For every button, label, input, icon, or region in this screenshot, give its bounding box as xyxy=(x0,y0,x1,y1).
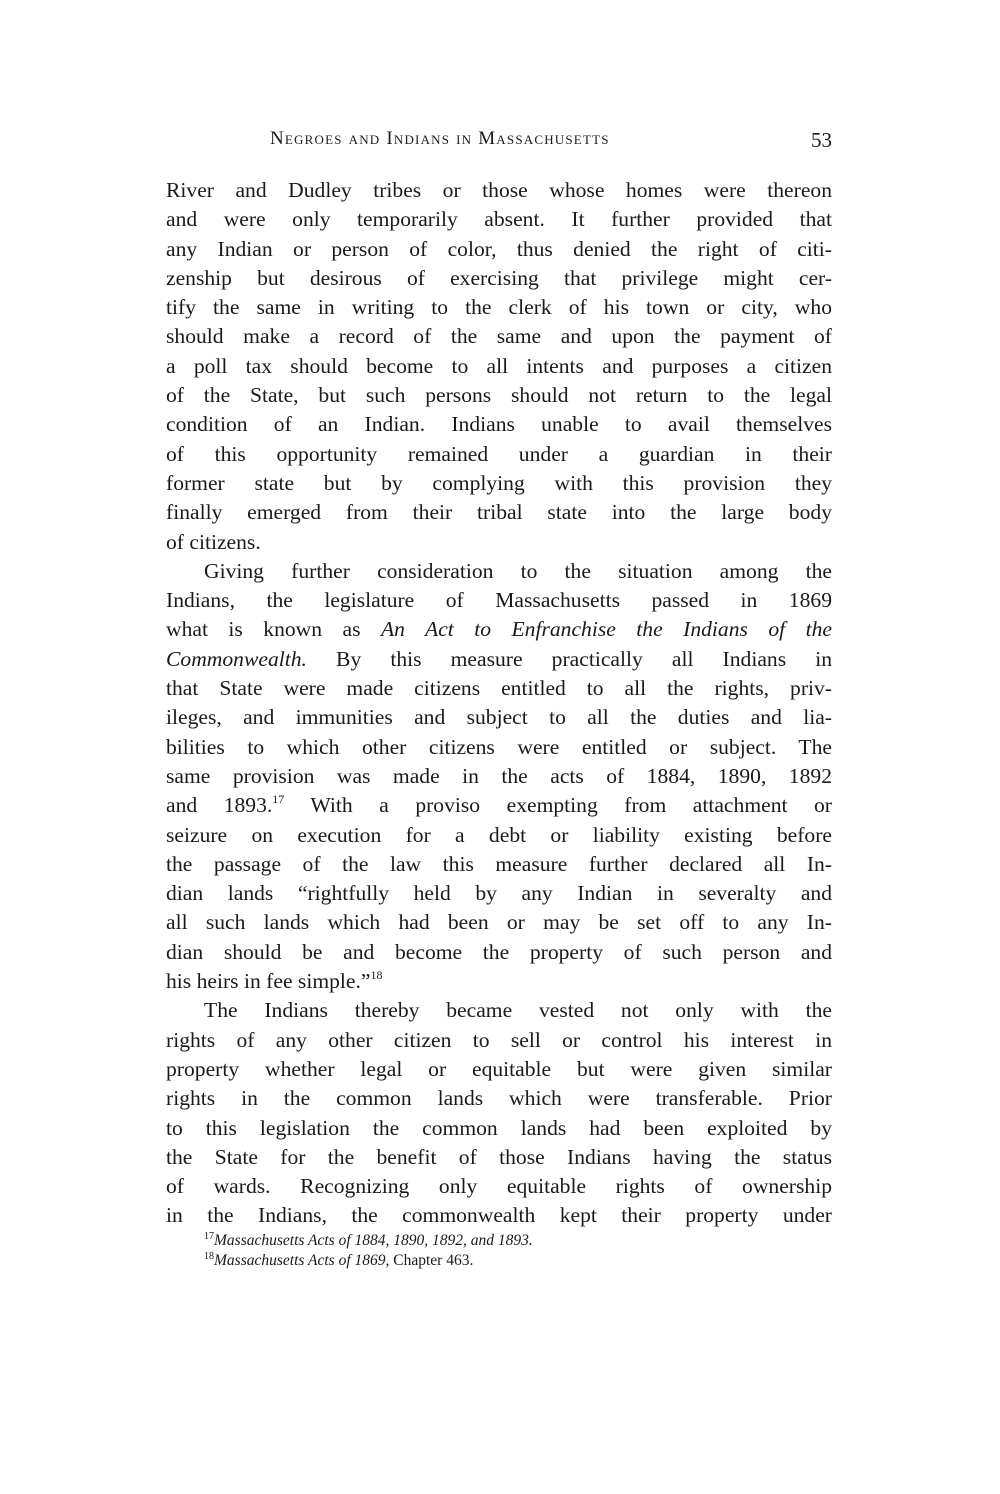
text-line-with-title xyxy=(166,645,832,674)
text-line: tify the same in writing to the clerk of his town or city, who xyxy=(166,295,832,320)
text-fragment: and 1893. xyxy=(166,793,273,818)
text-line: the passage of the law this measure further declared all In- xyxy=(166,851,832,876)
footnotes xyxy=(204,1231,832,1271)
text-line: Giving further consideration to the situation among the xyxy=(204,558,832,583)
text-fragment: With a proviso exempting from attachment or xyxy=(284,793,832,818)
text-line: ileges, and immunities and subject to all the duties and lia- xyxy=(166,705,832,730)
footnote-ref-18[interactable]: 18 xyxy=(370,968,383,983)
text-line: Indians, the legislature of Massachusetts passed in 1869 xyxy=(166,588,832,613)
act-title-continued: Commonwealth. xyxy=(166,646,307,671)
text-line: of wards. Recognizing only equitable rights of ownership xyxy=(166,1174,832,1199)
footnote-17 xyxy=(204,1231,832,1251)
text-line: the State for the benefit of those Indians having the status xyxy=(166,1144,832,1169)
text-fragment: what is known as xyxy=(166,617,381,642)
text-line: The Indians thereby became vested not only with the xyxy=(204,998,832,1023)
footnote-ref-17[interactable]: 17 xyxy=(272,792,285,807)
text-line: to this legislation the common lands had been exploited by xyxy=(166,1115,832,1140)
text-line-with-footnote xyxy=(166,967,832,996)
footnote-citation: Massachusetts Acts of 1884, 1890, 1892, and 1893. xyxy=(214,1232,533,1249)
text-line: finally emerged from their tribal state into the large body xyxy=(166,500,832,525)
footnote-citation: Massachusetts Acts of 1869, xyxy=(214,1252,390,1269)
text-line: any Indian or person of color, thus denied the right of citi- xyxy=(166,236,832,261)
text-fragment: By this measure practically all Indians in xyxy=(306,646,832,671)
text-line: same provision was made in the acts of 1884, 1890, 1892 xyxy=(166,763,832,788)
running-title: Negroes and Indians in Massachusetts xyxy=(270,128,610,149)
text-line: a poll tax should become to all intents and purposes a citizen xyxy=(166,353,832,378)
text-line: rights in the common lands which were transferable. Prior xyxy=(166,1086,832,1111)
text-line: dian should be and become the property of such person and xyxy=(166,939,832,964)
text-line: and were only temporarily absent. It further provided that xyxy=(166,207,832,232)
body-text xyxy=(166,176,832,1231)
page-number: 53 xyxy=(811,128,832,152)
running-head xyxy=(166,128,832,158)
text-line: property whether legal or equitable but were given similar xyxy=(166,1056,832,1081)
text-line-with-title xyxy=(166,615,832,644)
text-line: that State were made citizens entitled to all the rights, priv- xyxy=(166,676,832,701)
text-line: bilities to which other citizens were entitled or subject. The xyxy=(166,734,832,759)
footnote-18 xyxy=(204,1251,832,1271)
text-line: zenship but desirous of exercising that privilege might cer- xyxy=(166,265,832,290)
text-line: of citizens. xyxy=(166,529,261,554)
text-line: should make a record of the same and upon the payment of xyxy=(166,324,832,349)
text-line: in the Indians, the commonwealth kept their property under xyxy=(166,1203,832,1228)
footnote-number: 18 xyxy=(204,1251,214,1262)
text-line: seizure on execution for a debt or liability existing before xyxy=(166,822,832,847)
footnote-text: Chapter 463. xyxy=(389,1252,474,1269)
text-line: River and Dudley tribes or those whose homes were thereon xyxy=(166,178,832,202)
text-line: condition of an Indian. Indians unable to avail themselves xyxy=(166,412,832,437)
act-title: An Act to Enfranchise the Indians of the xyxy=(380,617,832,642)
text-line: all such lands which had been or may be set off to any In- xyxy=(166,910,832,935)
text-line: dian lands “rightfully held by any Indian in severalty and xyxy=(166,881,832,906)
text-line: of the State, but such persons should not return to the legal xyxy=(166,383,832,408)
footnote-number: 17 xyxy=(204,1231,214,1242)
text-line-with-footnote xyxy=(166,791,832,820)
text-line: former state but by complying with this provision they xyxy=(166,470,832,495)
text-fragment: his heirs in fee simple.” xyxy=(166,969,371,994)
text-line: rights of any other citizen to sell or control his interest in xyxy=(166,1027,832,1052)
text-line: of this opportunity remained under a guardian in their xyxy=(166,441,832,466)
